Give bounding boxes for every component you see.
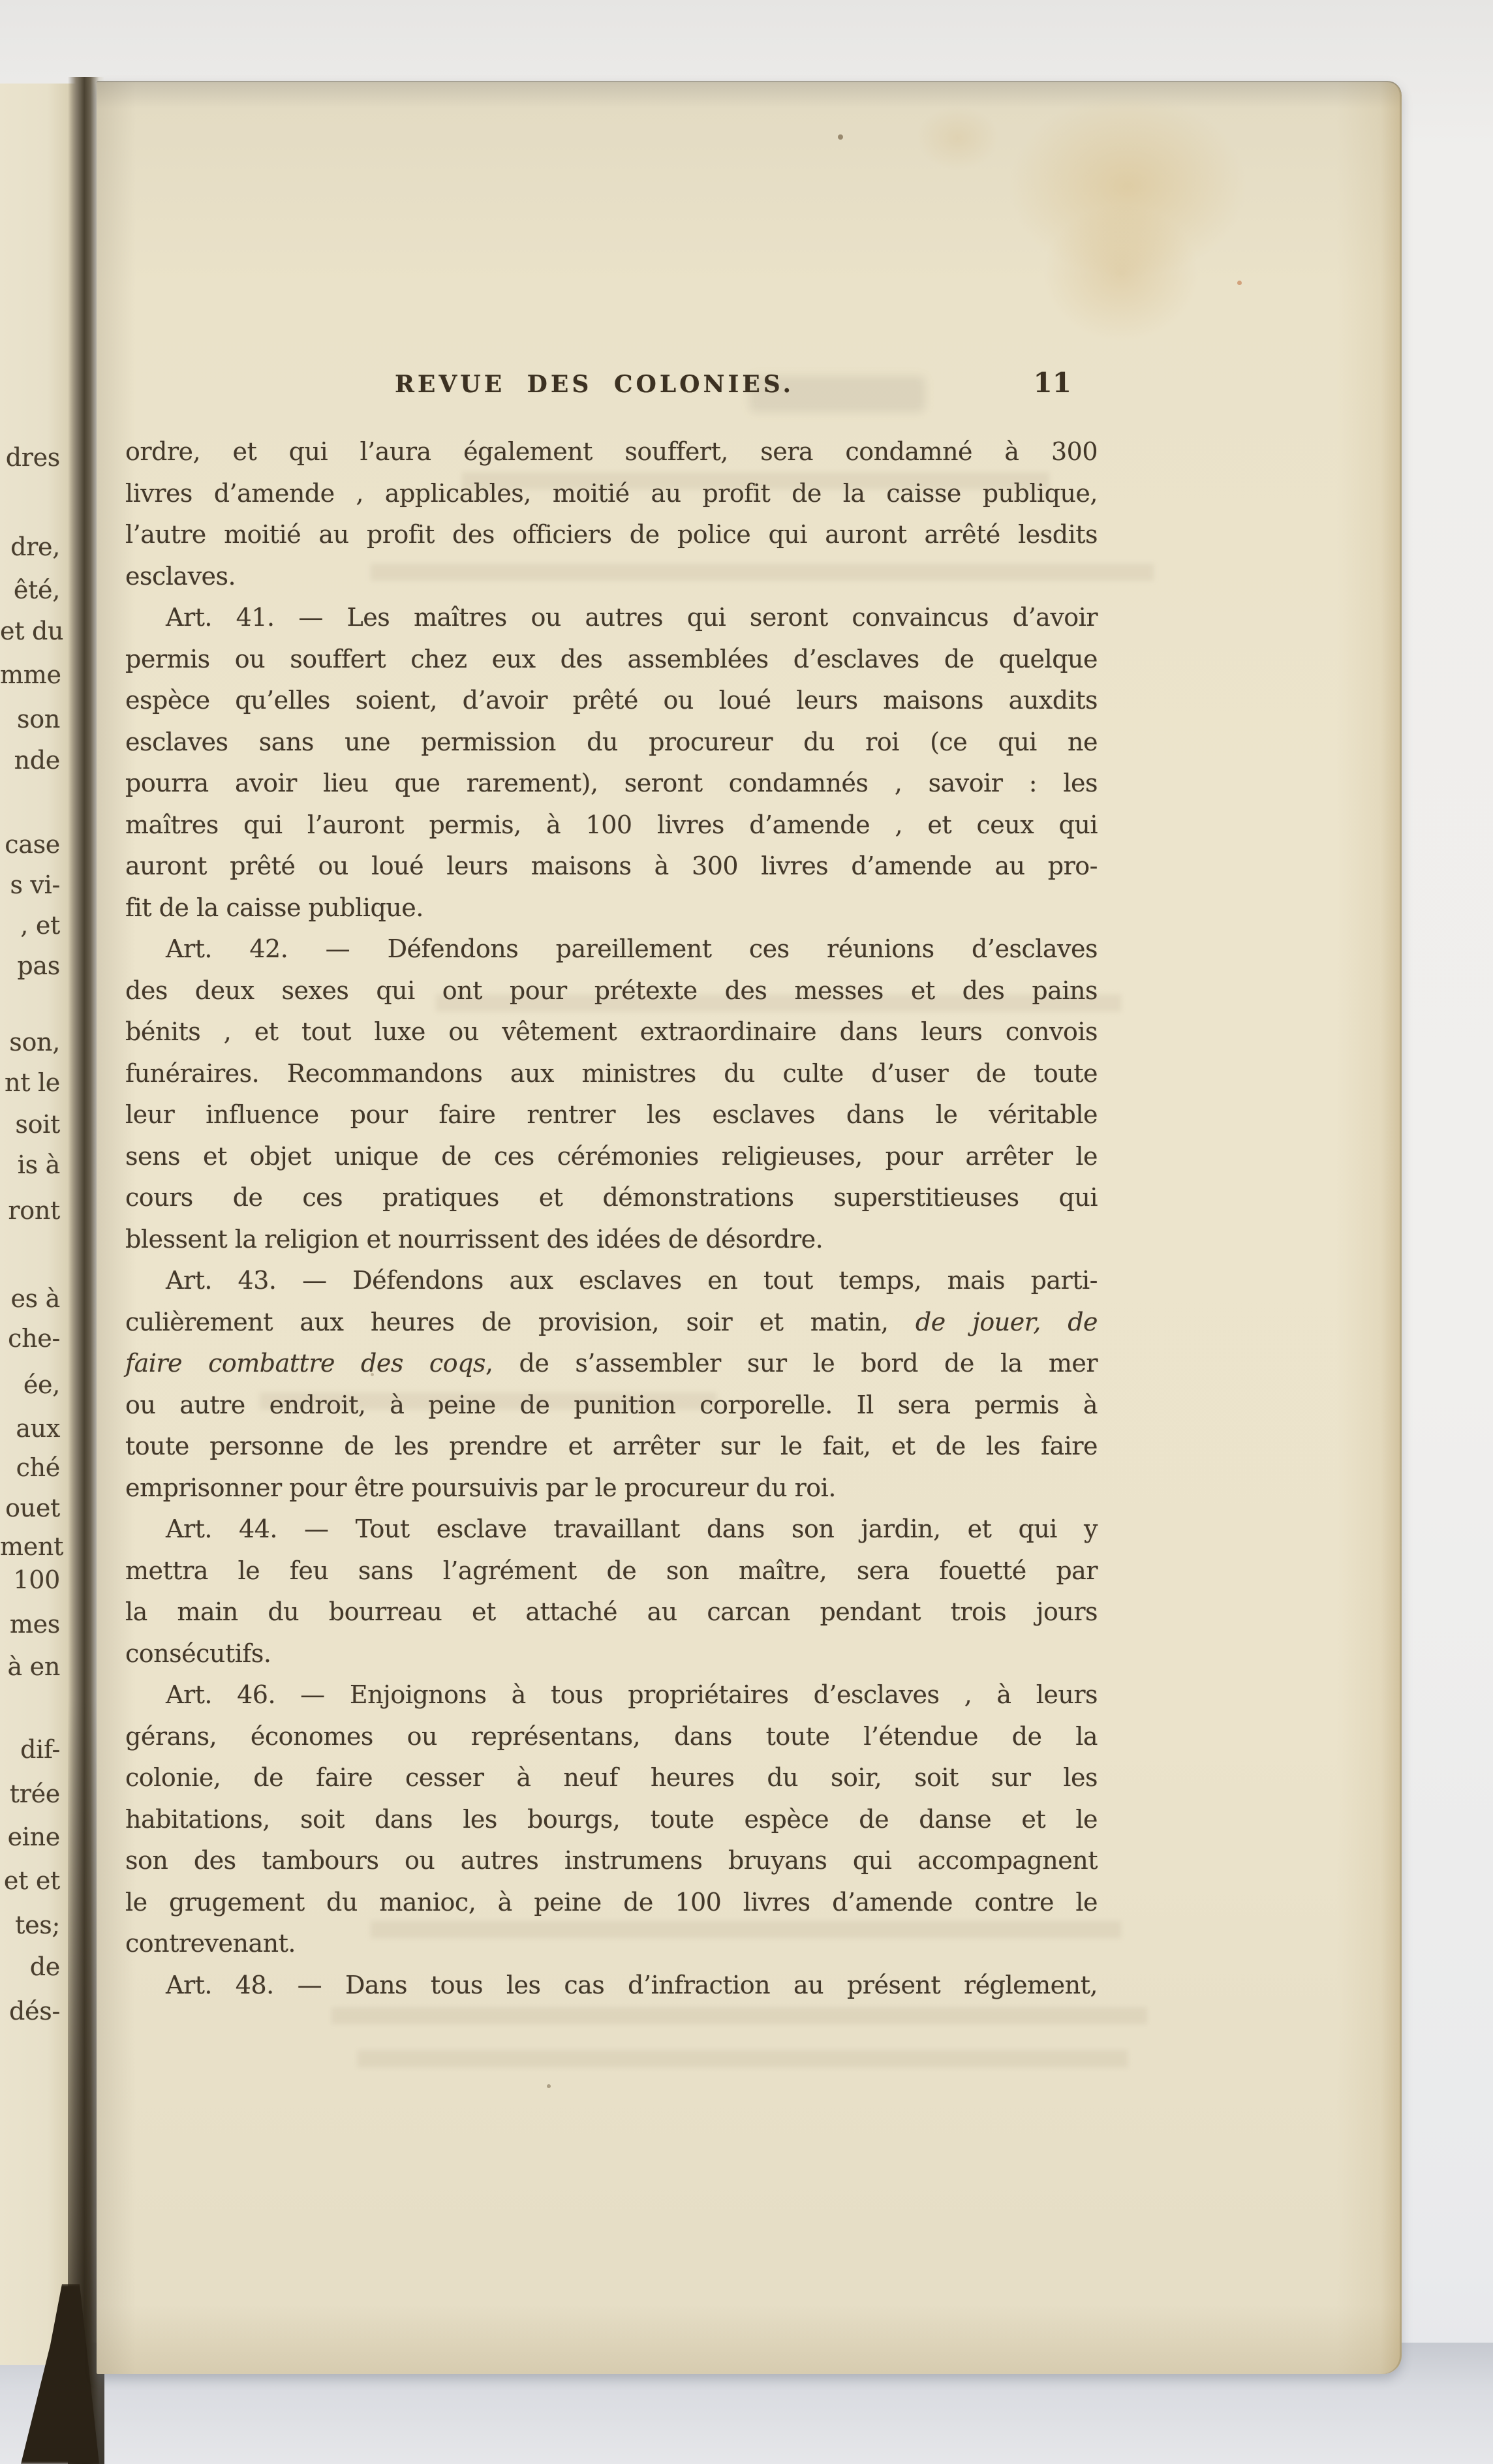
text-line: esclaves sans une permission du procureur du roi (ce qui ne: [125, 727, 1098, 756]
margin-fragment: ront: [8, 1196, 60, 1225]
text-line: fit de la caisse publique.: [125, 893, 423, 922]
margin-fragment: ée,: [23, 1370, 60, 1399]
text-line: esclaves.: [125, 561, 236, 591]
text-line: toute personne de les prendre et arrêter sur le fait, et de les faire: [125, 1432, 1098, 1460]
ink-speck: [547, 2084, 551, 2088]
ink-speck: [838, 134, 843, 140]
facing-page-edge: [0, 84, 78, 2365]
margin-fragment: aux: [16, 1414, 60, 1443]
margin-fragment: es à: [10, 1284, 60, 1313]
running-header-title: REVUE DES COLONIES.: [395, 371, 794, 398]
text-line: funéraires. Recommandons aux ministres du culte d’user de toute: [125, 1058, 1098, 1088]
text-line: habitations, soit dans les bourgs, toute espèce de danse et le: [125, 1804, 1098, 1834]
margin-fragment: mme: [0, 660, 61, 689]
text-line: contrevenant.: [125, 1929, 296, 1958]
margin-fragment: pas: [17, 951, 60, 980]
text-line: emprisonner pour être poursuivis par le procureur du roi.: [125, 1473, 836, 1502]
margin-fragment: ouet: [5, 1494, 60, 1522]
margin-fragment: êté,: [13, 576, 60, 604]
margin-fragment: et du: [0, 617, 64, 645]
text-line: colonie, de faire cesser à neuf heures du soir, soit sur les: [125, 1763, 1098, 1792]
margin-fragment: dres: [5, 443, 60, 472]
text-line: Art. 43. — Défendons aux esclaves en tout temps, mais parti-: [166, 1266, 1098, 1295]
margin-fragment: à en: [7, 1652, 60, 1681]
margin-fragment: de: [29, 1952, 60, 1981]
text-line: permis ou souffert chez eux des assemblées d’esclaves de quelque: [125, 644, 1098, 673]
text-line: blessent la religion et nourrissent des idées de désordre.: [125, 1224, 823, 1254]
page-number: 11: [1033, 367, 1071, 399]
text-line: son des tambours ou autres instrumens bruyans qui accompagnent: [125, 1846, 1098, 1875]
text-line: la main du bourreau et attaché au carcan pendant trois jours: [125, 1597, 1098, 1626]
text-line: Art. 44. — Tout esclave travaillant dans son jardin, et qui y: [166, 1515, 1098, 1543]
text-line: Art. 48. — Dans tous les cas d’infraction au présent réglement,: [166, 1970, 1098, 1999]
text-line: culièrement aux heures de provision, soir et matin, de jouer, de: [125, 1307, 1098, 1336]
text-line: cours de ces pratiques et démonstrations superstitieuses qui: [125, 1183, 1098, 1212]
ink-speck: [1237, 281, 1242, 285]
text-line: ou autre endroit, à peine de punition corporelle. Il sera permis à: [125, 1390, 1098, 1419]
text-line: gérans, économes ou représentans, dans toute l’étendue de la: [125, 1721, 1098, 1751]
text-line: pourra avoir lieu que rarement), seront condamnés , savoir : les: [125, 769, 1098, 797]
text-line: bénits , et tout luxe ou vêtement extraordinaire dans leurs convois: [125, 1017, 1098, 1046]
margin-fragment: tes;: [15, 1911, 60, 1939]
text-line: mettra le feu sans l’agrément de son maître, sera fouetté par: [125, 1556, 1098, 1585]
margin-fragment: ché: [16, 1453, 60, 1482]
text-line: l’autre moitié au profit des officiers de police qui auront arrêté lesdits: [125, 520, 1098, 549]
text-line: espèce qu’elles soient, d’avoir prêté ou loué leurs maisons auxdits: [125, 686, 1098, 715]
page-text: [125, 431, 1098, 2006]
text-line: des deux sexes qui ont pour prétexte des messes et des pains: [125, 976, 1098, 1005]
margin-fragment: dif-: [20, 1735, 60, 1764]
margin-fragment: trée: [9, 1779, 60, 1808]
margin-fragment: is à: [17, 1150, 60, 1179]
margin-fragment: soit: [15, 1110, 60, 1139]
margin-fragment: , et: [20, 911, 60, 940]
margin-fragment: eine: [7, 1823, 60, 1851]
margin-fragment: son: [17, 705, 60, 733]
text-line: le grugement du manioc, à peine de 100 livres d’amende contre le: [125, 1887, 1098, 1917]
text-line: consécutifs.: [125, 1639, 271, 1668]
text-line: leur influence pour faire rentrer les esclaves dans le véritable: [125, 1100, 1098, 1129]
margin-fragment: et et: [3, 1866, 60, 1895]
text-line: sens et objet unique de ces cérémonies religieuses, pour arrêter le: [125, 1141, 1098, 1171]
margin-fragment: 100: [13, 1565, 60, 1594]
showthrough-line: [331, 2007, 1147, 2024]
showthrough-line: [358, 2050, 1128, 2067]
margin-fragment: che-: [8, 1324, 60, 1353]
margin-fragment: mes: [9, 1610, 60, 1639]
book-page: [97, 81, 1402, 2374]
text-line: livres d’amende , applicables, moitié au profit de la caisse publique,: [125, 478, 1098, 508]
margin-fragment: dre,: [10, 532, 60, 561]
text-line: faire combattre des coqs, de s’assembler sur le bord de la mer: [125, 1349, 1098, 1378]
margin-fragment: case: [5, 830, 60, 859]
margin-fragment: s vi-: [10, 870, 60, 899]
margin-fragment: ment: [0, 1532, 64, 1561]
text-line: auront prêté ou loué leurs maisons à 300 livres d’amende au pro-: [125, 852, 1098, 880]
margin-fragment: nde: [14, 746, 60, 775]
text-line: Art. 41. — Les maîtres ou autres qui seront convaincus d’avoir: [166, 603, 1098, 632]
text-line: ordre, et qui l’aura également souffert, sera condamné à 300: [125, 437, 1098, 466]
margin-fragment: nt le: [5, 1068, 60, 1097]
text-line: Art. 46. — Enjoignons à tous propriétaires d’esclaves , à leurs: [166, 1680, 1098, 1709]
text-line: maîtres qui l’auront permis, à 100 livres d’amende , et ceux qui: [125, 810, 1098, 839]
text-line: Art. 42. — Défendons pareillement ces réunions d’esclaves: [166, 934, 1098, 963]
margin-fragment: son,: [9, 1028, 60, 1056]
margin-fragment: dés-: [9, 1997, 60, 2025]
